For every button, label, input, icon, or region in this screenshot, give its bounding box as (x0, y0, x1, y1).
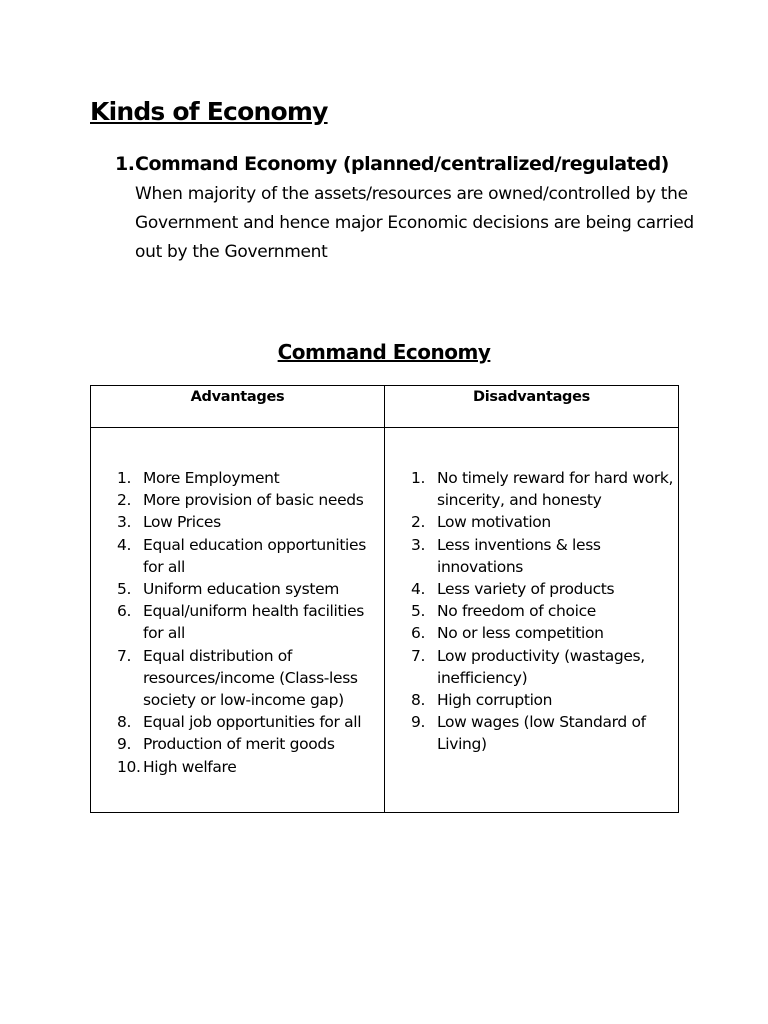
list-number: 5. (117, 580, 132, 599)
advantages-header: Advantages (91, 386, 385, 428)
list-item (411, 622, 678, 644)
list-number: 1. (411, 469, 426, 487)
list-item (117, 467, 384, 489)
section-command-economy (115, 151, 715, 267)
disadvantages-list (385, 428, 678, 756)
list-number: 6. (117, 602, 132, 621)
advantages-cell (91, 428, 385, 813)
list-item (117, 733, 384, 755)
list-number: 2. (117, 491, 132, 510)
section-description: When majority of the assets/resources are owned/controlled by the Government and hence major Economic decisions are being carried out by the Government (135, 184, 694, 262)
list-text: More Employment (143, 469, 280, 487)
advantages-list (91, 428, 384, 778)
list-item (411, 645, 678, 689)
table-title: Command Economy (277, 340, 491, 364)
list-number: 3. (117, 513, 132, 532)
list-text: Low wages (low Standard of Living) (437, 713, 646, 754)
list-item (411, 578, 678, 600)
list-item (117, 600, 384, 644)
list-item (117, 489, 384, 511)
list-number: 5. (411, 602, 426, 621)
list-text: No freedom of choice (437, 602, 596, 621)
list-text: No or less competition (437, 624, 604, 643)
list-item (117, 645, 384, 712)
section-heading-text: Command Economy (planned/centralized/regulated) (135, 153, 669, 175)
disadvantages-cell (385, 428, 679, 813)
list-text: More provision of basic needs (143, 491, 364, 510)
table-body-row (91, 428, 679, 813)
list-text: High corruption (437, 691, 553, 710)
list-item (117, 711, 384, 733)
disadvantages-header: Disadvantages (385, 386, 679, 428)
list-text: Equal distribution of resources/income (Class-less society or low-income gap) (143, 646, 358, 710)
list-number: 1. (117, 469, 132, 487)
list-number: 4. (117, 535, 132, 554)
list-text: Equal job opportunities for all (143, 713, 362, 732)
list-text: Less inventions & less innovations (437, 535, 601, 576)
list-item (117, 578, 384, 600)
list-text: Equal education opportunities for all (143, 535, 366, 576)
list-number: 9. (117, 735, 132, 754)
list-item (411, 600, 678, 622)
list-number: 7. (117, 646, 132, 665)
list-text: No timely reward for hard work, sincerity, and honesty (437, 469, 674, 510)
list-number: 7. (411, 646, 426, 665)
list-text: Equal/uniform health facilities for all (143, 602, 365, 643)
list-number: 8. (117, 713, 132, 732)
table-header-row (91, 386, 679, 428)
list-item (411, 511, 678, 533)
list-text: Low Prices (143, 513, 221, 532)
list-number: 9. (411, 713, 426, 732)
list-number: 8. (411, 691, 426, 710)
list-item (411, 689, 678, 711)
section-heading (115, 151, 715, 178)
list-number: 6. (411, 624, 426, 643)
list-text: High welfare (143, 757, 237, 776)
list-item (117, 511, 384, 533)
list-item (411, 711, 678, 755)
list-text: Production of merit goods (143, 735, 335, 754)
list-number: 2. (411, 513, 426, 532)
section-number: 1. (115, 153, 135, 175)
list-text: Low motivation (437, 513, 551, 532)
list-number: 3. (411, 535, 426, 554)
list-number: 10. (117, 757, 141, 776)
list-number: 4. (411, 580, 426, 599)
list-item (117, 756, 384, 778)
list-item (411, 534, 678, 578)
list-text: Low productivity (wastages, inefficiency) (437, 646, 645, 687)
list-item (411, 467, 678, 511)
list-text: Uniform education system (143, 580, 340, 599)
page-title: Kinds of Economy (90, 97, 328, 126)
list-item (117, 534, 384, 578)
comparison-table (90, 385, 679, 813)
list-text: Less variety of products (437, 580, 615, 599)
